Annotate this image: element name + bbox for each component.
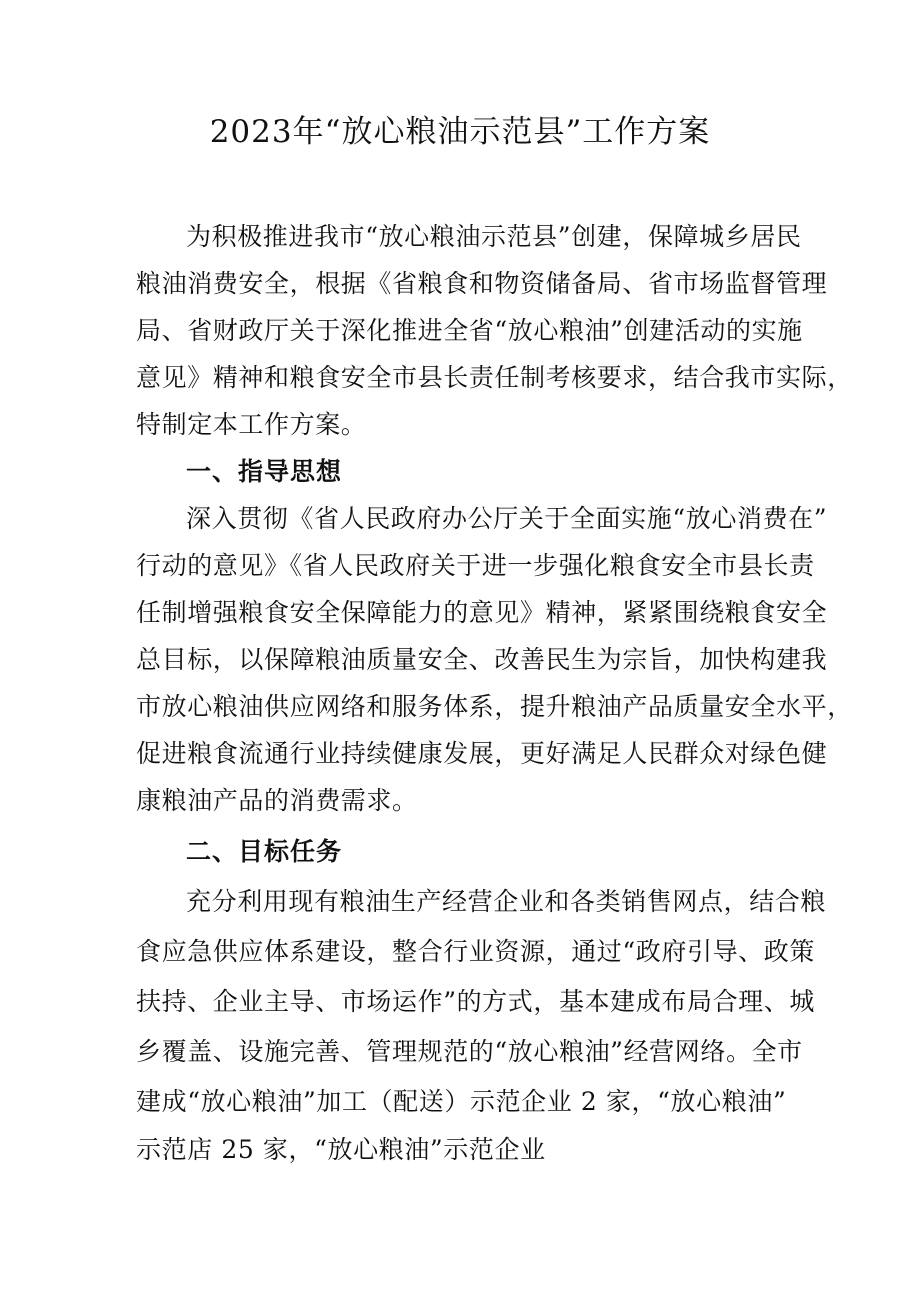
section1-line-2: 行动的意见》《省人民政府关于进一步强化粮食安全市县长责 <box>136 551 815 580</box>
intro-line-3: 局、省财政厅关于深化推进全省“放心粮油”创建活动的实施 <box>136 316 803 345</box>
section-heading-guiding-ideology: 一、指导思想 <box>186 457 343 486</box>
section2-line-6: 示范店 25 家，“放心粮油”示范企业 <box>136 1135 546 1164</box>
intro-line-2: 粮油消费安全，根据《省粮食和物资储备局、省市场监督管理 <box>136 269 828 298</box>
intro-line-4: 意见》精神和粮食安全市县长责任制考核要求，结合我市实际， <box>136 363 853 392</box>
section1-line-6: 促进粮食流通行业持续健康发展，更好满足人民群众对绿色健 <box>136 739 828 768</box>
section1-line-7: 康粮油产品的消费需求。 <box>136 786 418 815</box>
intro-line-5: 特制定本工作方案。 <box>136 410 367 439</box>
section2-line-4: 乡覆盖、设施完善、管理规范的“放心粮油”经营网络。全市 <box>136 1037 803 1066</box>
document-title: 2023年“放心粮油示范县”工作方案 <box>209 114 711 150</box>
section2-line-2: 食应急供应体系建设，整合行业资源，通过“政府引导、政策 <box>136 937 815 966</box>
section2-line-1: 充分利用现有粮油生产经营企业和各类销售网点，结合粮 <box>186 887 827 916</box>
section1-line-3: 任制增强粮食安全保障能力的意见》精神，紧紧围绕粮食安全 <box>136 598 828 627</box>
section1-line-1: 深入贯彻《省人民政府办公厅关于全面实施“放心消费在” <box>186 504 828 533</box>
intro-line-1: 为积极推进我市“放心粮油示范县”创建，保障城乡居民 <box>186 222 802 251</box>
section1-line-5: 市放心粮油供应网络和服务体系，提升粮油产品质量安全水平， <box>136 692 853 721</box>
section2-line-3: 扶持、企业主导、市场运作”的方式，基本建成布局合理、城 <box>136 987 815 1016</box>
section-heading-goals-tasks: 二、目标任务 <box>186 837 343 866</box>
section2-line-5: 建成“放心粮油”加工（配送）示范企业 2 家，“放心粮油” <box>136 1087 787 1116</box>
section1-line-4: 总目标，以保障粮油质量安全、改善民生为宗旨，加快构建我 <box>136 645 828 674</box>
